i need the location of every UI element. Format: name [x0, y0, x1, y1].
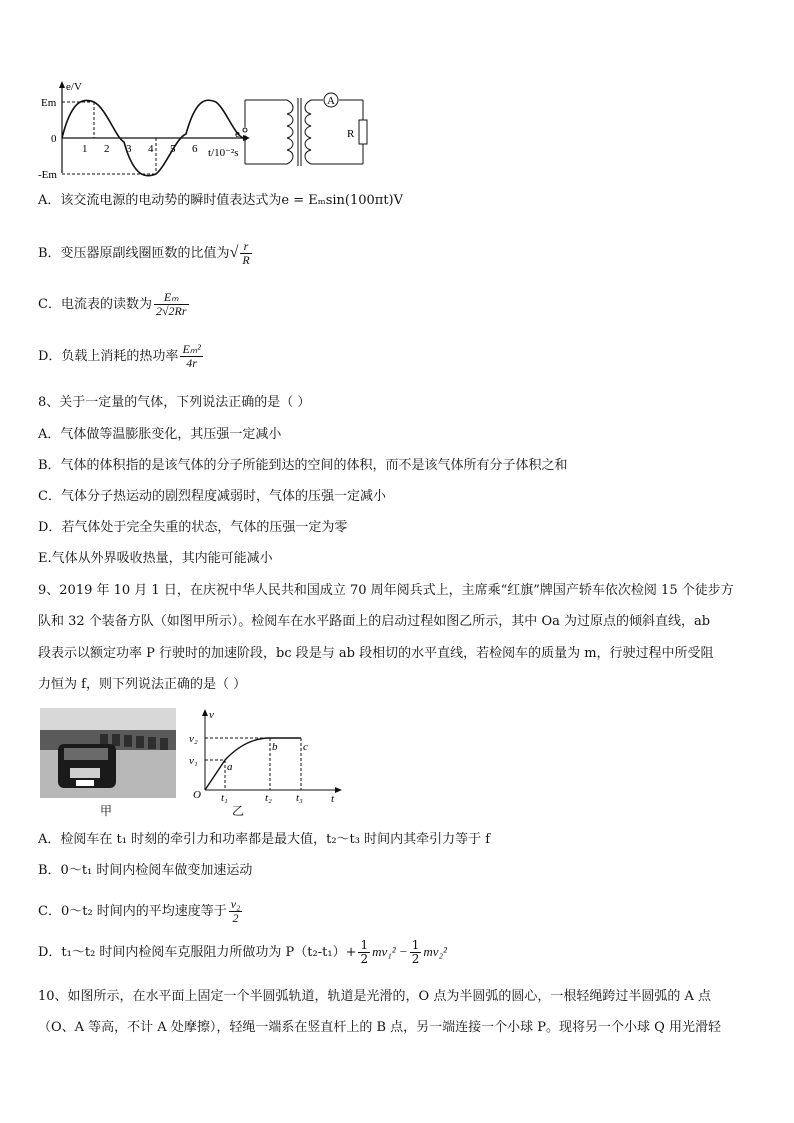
q9-stem-line4: 力恒为 f，则下列说法正确的是（ ）	[38, 677, 247, 692]
option-c-fraction: $\frac{\text{v₂}}{2}$	[230, 897, 241, 925]
graph-v1-label: v₁	[189, 755, 198, 767]
half-fraction: $\frac{1}{2}$	[411, 938, 420, 966]
emf-sine-graph	[38, 78, 263, 178]
graph-xtick: 3	[126, 143, 132, 155]
graph-xtick: 5	[170, 143, 176, 155]
graph-t3-label: t₃	[296, 792, 303, 804]
option-c-fraction: $\frac{\text{Eₘ}}{2√2Rr}$	[155, 290, 187, 318]
q8-option-e[interactable]: E.气体从外界吸收热量，其内能可能减小	[38, 551, 273, 566]
q9-option-d[interactable]: D．t₁～t₂ 时间内检阅车克服阻力所做功为 P（t₂-t₁）+ $\frac{1}{2}$ mv₁² − $\frac{1}{2}$ mv₂²	[38, 938, 447, 966]
q7-option-b[interactable]: B．变压器原副线圈匝数的比值为√ $\frac{r}{R}$	[38, 239, 250, 267]
resistor-label: R	[347, 128, 355, 140]
graph-xtick: 6	[192, 143, 198, 155]
option-d-fraction: $\frac{\text{Eₘ²}}{4r}$	[182, 342, 201, 370]
graph-v2-label: v₂	[189, 733, 198, 745]
graph-t-label: t	[331, 793, 335, 804]
q7-option-d[interactable]: D．负载上消耗的热功率 $\frac{\text{Eₘ²}}{4r}$	[38, 342, 201, 370]
half-fraction: $\frac{1}{2}$	[360, 938, 369, 966]
graph-xlabel: t/10⁻²s	[208, 147, 239, 159]
transformer-circuit	[235, 92, 375, 172]
q8-option-a[interactable]: A．气体做等温膨胀变化，其压强一定减小	[38, 427, 282, 442]
q7-option-a[interactable]: A．该交流电源的电动势的瞬时值表达式为e = Eₘsin(100πt)V	[38, 193, 404, 208]
graph-xtick: 4	[148, 143, 154, 155]
option-b-fraction: $\frac{r}{R}$	[242, 239, 250, 267]
fig-jia-caption: 甲	[100, 804, 113, 818]
graph-xtick: 2	[104, 143, 110, 155]
q8-option-b[interactable]: B．气体的体积指的是该气体的分子所能到达的空间的体积，而不是该气体所有分子体积之和	[38, 458, 568, 473]
q9-option-a[interactable]: A．检阅车在 t₁ 时刻的牵引力和功率都是最大值，t₂～t₃ 时间内其牵引力等于 f	[38, 832, 491, 847]
graph-ylabel: e/V	[66, 81, 82, 93]
q9-stem-line2: 队和 32 个装备方队（如图甲所示）。检阅车在水平路面上的启动过程如图乙所示，其中 Oa 为过原点的倾斜直线，ab	[38, 614, 711, 629]
graph-em: Em	[41, 97, 57, 109]
q9-stem-line1: 9、2019 年 10 月 1 日，在庆祝中华人民共和国成立 70 周年阅兵式上，主席乘“红旗”牌国产轿车依次检阅 15 个徒步方	[38, 583, 734, 598]
q8-option-c[interactable]: C．气体分子热运动的剧烈程度减弱时，气体的压强一定减小	[38, 489, 386, 504]
q10-stem-line2: （O、A 等高，不计 A 处摩擦），轻绳一端系在竖直杆上的 B 点，另一端连接一个小球 P。现将另一个小球 Q 用光滑轻	[38, 1020, 721, 1035]
q7-option-c[interactable]: C．电流表的读数为 $\frac{\text{Eₘ}}{2√2Rr}$	[38, 290, 187, 318]
graph-point-a: a	[227, 761, 233, 773]
graph-point-b: b	[272, 741, 278, 753]
graph-point-c: c	[303, 741, 308, 753]
fig-yi-caption: 乙	[232, 804, 245, 818]
q9-stem-line3: 段表示以额定功率 P 行驶时的加速阶段，bc 段是与 ab 段相切的水平直线，若检阅车的质量为 m，行驶过程中所受阻	[38, 646, 714, 661]
graph-origin: 0	[51, 133, 57, 145]
q9-option-b[interactable]: B．0～t₁ 时间内检阅车做变加速运动	[38, 863, 253, 878]
q8-stem: 8、关于一定量的气体，下列说法正确的是（ ）	[38, 395, 311, 410]
q10-stem-line1: 10、如图所示，在水平面上固定一个半圆弧轨道，轨道是光滑的，O 点为半圆弧的圆心，一根轻绳跨过半圆弧的 A 点	[38, 989, 711, 1004]
source-label: e	[235, 128, 240, 140]
graph-origin-label: O	[193, 789, 201, 801]
graph-xtick: 1	[82, 143, 88, 155]
q8-option-d[interactable]: D．若气体处于完全失重的状态，气体的压强一定为零	[38, 520, 348, 535]
q9-option-c[interactable]: C．0～t₂ 时间内的平均速度等于 $\frac{\text{v₂}}{2}$	[38, 897, 241, 925]
graph-t2-label: t₂	[265, 792, 272, 804]
graph-t1-label: t₁	[221, 792, 228, 804]
velocity-time-graph	[185, 708, 345, 804]
graph-v-label: v	[209, 709, 214, 721]
parade-car-photo	[40, 708, 176, 798]
ammeter-label: A	[327, 95, 335, 107]
graph-neg-em: -Em	[38, 169, 57, 178]
